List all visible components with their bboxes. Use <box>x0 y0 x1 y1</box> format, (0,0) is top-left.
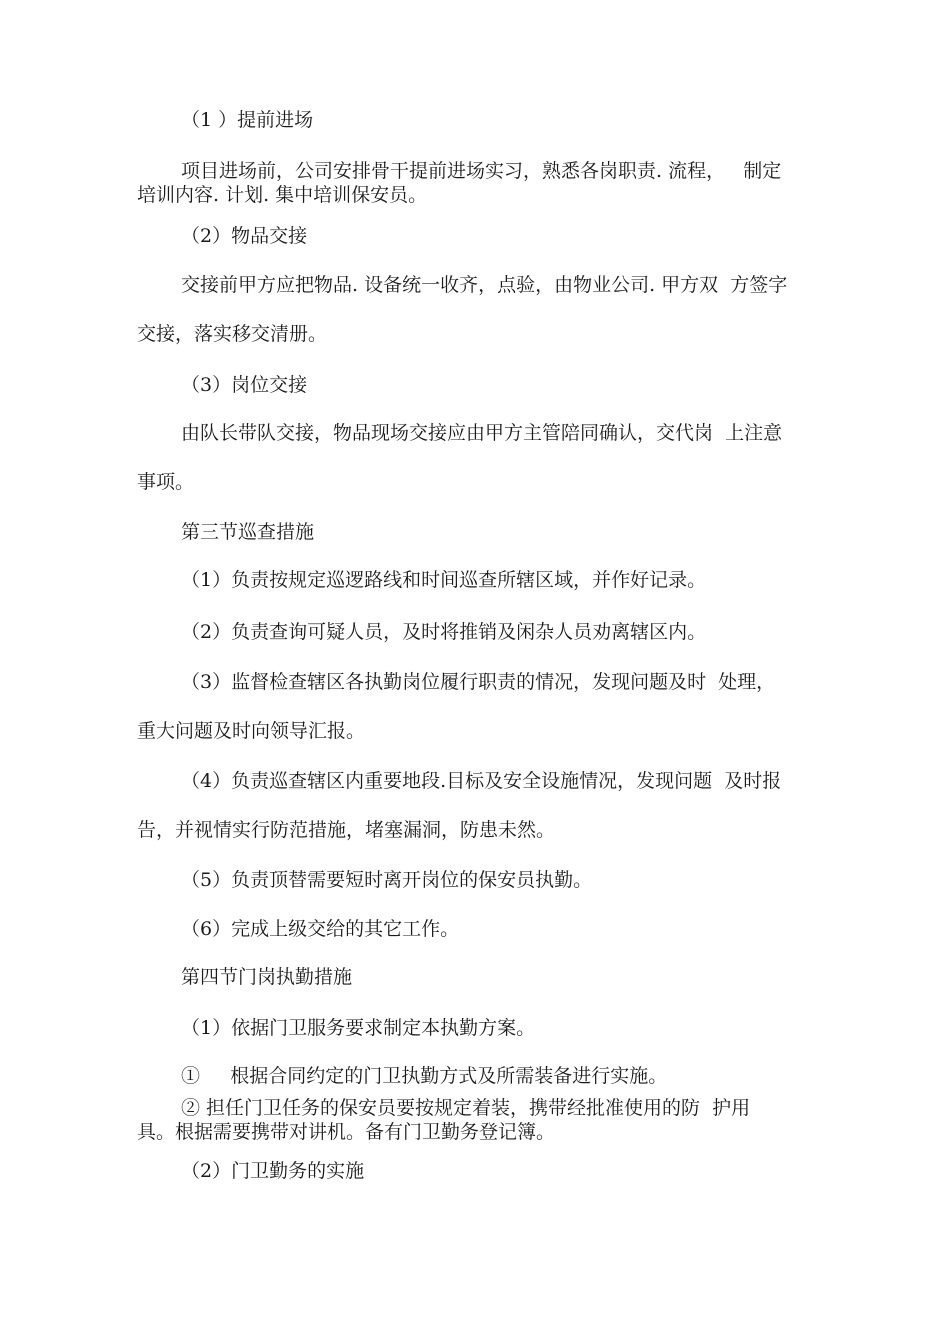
list-item: ① 根据合同约定的门卫执勤方式及所需装备进行实施。 <box>181 1065 668 1087</box>
paragraph-line: 交接，落实移交清册。 <box>137 323 328 345</box>
list-item: （1）依据门卫服务要求制定本执勤方案。 <box>181 1017 536 1039</box>
paragraph-line: 告，并视情实行防范措施，堵塞漏洞，防患未然。 <box>137 819 556 841</box>
paragraph-line: 具。根据需要携带对讲机。备有门卫勤务登记簿。 <box>137 1121 556 1143</box>
list-item: ② 担任门卫任务的保安员要按规定着装，携带经批准使用的防 护用 <box>181 1097 751 1119</box>
paragraph-line: 由队长带队交接，物品现场交接应由甲方主管陪同确认，交代岗 上注意 <box>181 422 783 444</box>
section-heading-gate-duty: 第四节门岗执勤措施 <box>181 966 353 988</box>
paragraph-line: 项目进场前，公司安排骨干提前进场实习，熟悉各岗职责. 流程， 制定 <box>181 160 782 182</box>
paragraph-line: 交接前甲方应把物品. 设备统一收齐，点验，由物业公司. 甲方双 方签字 <box>181 274 788 296</box>
list-item: （2）门卫勤务的实施 <box>181 1160 365 1182</box>
list-item: （6）完成上级交给的其它工作。 <box>181 918 460 940</box>
list-item: （3）监督检查辖区各执勤岗位履行职责的情况，发现问题及时 处理， <box>181 671 776 693</box>
list-item: （5）负责顶替需要短时离开岗位的保安员执勤。 <box>181 869 593 891</box>
list-item: （4）负责巡查辖区内重要地段.目标及安全设施情况，发现问题 及时报 <box>181 770 782 792</box>
section-heading-patrol: 第三节巡查措施 <box>181 521 315 543</box>
subheading-post-handover: （3）岗位交接 <box>181 374 308 396</box>
subheading-item-handover: （2）物品交接 <box>181 225 308 247</box>
list-item: （1）负责按规定巡逻路线和时间巡查所辖区域，并作好记录。 <box>181 569 707 591</box>
paragraph-line: 事项。 <box>137 471 195 493</box>
paragraph-line: 培训内容. 计划. 集中培训保安员。 <box>137 184 428 206</box>
subheading-early-entry: （1 ）提前进场 <box>181 109 314 131</box>
paragraph-line: 重大问题及时向领导汇报。 <box>137 720 366 742</box>
list-item: （2）负责查询可疑人员，及时将推销及闲杂人员劝离辖区内。 <box>181 621 707 643</box>
